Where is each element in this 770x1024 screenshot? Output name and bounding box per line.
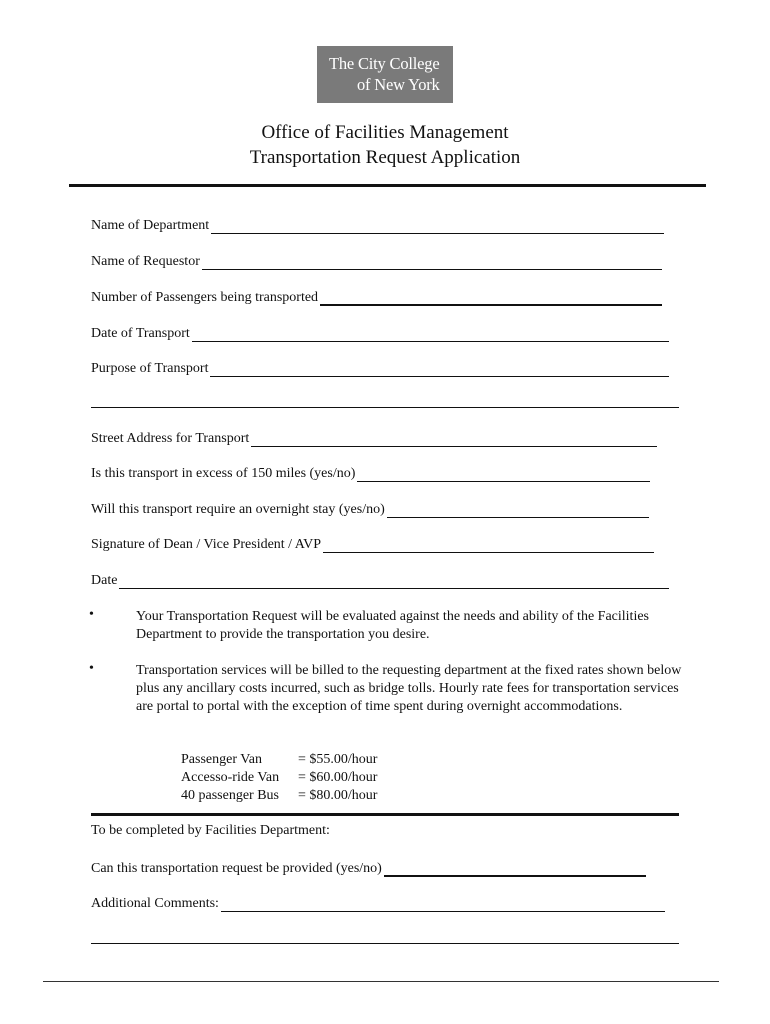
facilities-heading: To be completed by Facilities Department: <box>91 823 330 838</box>
overnight-stay-input-line[interactable] <box>387 503 649 518</box>
passengers-field <box>91 286 662 306</box>
street-address-field <box>91 427 657 447</box>
rate-value: = $80.00/hour <box>298 788 378 803</box>
date-of-transport-field <box>91 322 669 342</box>
department-field <box>91 214 664 234</box>
over-150-miles-field <box>91 462 650 482</box>
date-label: Date <box>91 573 118 588</box>
additional-comments-field <box>91 892 665 912</box>
signature-label: Signature of Dean / Vice President / AVP <box>91 537 322 552</box>
rate-value: = $60.00/hour <box>298 770 378 785</box>
overnight-stay-label: Will this transport require an overnight stay (yes/no) <box>91 502 385 517</box>
passengers-input-line[interactable] <box>320 290 662 306</box>
purpose-continuation-line[interactable] <box>91 407 679 408</box>
office-title: Office of Facilities Management <box>261 122 509 143</box>
rate-vehicle: Accesso-ride Van <box>181 770 280 785</box>
date-field <box>91 569 669 589</box>
comments-continuation-line[interactable] <box>91 943 679 944</box>
logo-line-2: of New York <box>357 75 440 94</box>
rate-vehicle: Passenger Van <box>181 752 263 767</box>
rate-table <box>181 751 377 805</box>
can-provide-field <box>91 857 646 877</box>
signature-input-line[interactable] <box>323 538 654 553</box>
street-address-label: Street Address for Transport <box>91 431 250 446</box>
purpose-input-line[interactable] <box>210 362 669 377</box>
can-provide-input-line[interactable] <box>384 861 646 877</box>
over-150-miles-input-line[interactable] <box>357 467 650 482</box>
signature-field <box>91 533 654 553</box>
purpose-field <box>91 357 669 377</box>
requestor-input-line[interactable] <box>202 255 662 270</box>
form-title: Transportation Request Application <box>249 147 521 168</box>
bullet-2-text: Transportation services will be billed to the requesting department at the fixed rates shown below plus any ancillary costs incurred, such as bridge tolls. Hourly rate fees for transportation services are portal to portal with the exception of time spent during overnight accommodations. <box>136 663 682 714</box>
bullet-1-marker: • <box>89 607 94 622</box>
rate-value: = $55.00/hour <box>298 752 378 767</box>
additional-comments-input-line[interactable] <box>221 897 665 912</box>
overnight-stay-field <box>91 498 649 518</box>
rate-vehicle: 40 passenger Bus <box>181 788 279 803</box>
bullet-2-marker: • <box>89 661 94 676</box>
passengers-label: Number of Passengers being transported <box>91 290 319 305</box>
rate-row <box>181 751 377 769</box>
over-150-miles-label: Is this transport in excess of 150 miles (yes/no) <box>91 466 356 481</box>
street-address-input-line[interactable] <box>251 432 657 447</box>
additional-comments-label: Additional Comments: <box>91 896 219 911</box>
department-label: Name of Department <box>91 218 210 233</box>
requestor-field <box>91 250 662 270</box>
rate-row <box>181 769 377 787</box>
purpose-label: Purpose of Transport <box>91 361 209 376</box>
city-college-logo <box>317 46 453 103</box>
rate-row <box>181 787 377 805</box>
department-input-line[interactable] <box>211 219 664 234</box>
date-of-transport-label: Date of Transport <box>91 326 190 341</box>
can-provide-label: Can this transportation request be provided (yes/no) <box>91 861 382 876</box>
page-bottom-rule <box>43 981 719 982</box>
header-divider <box>69 184 706 187</box>
bullet-1-text: Your Transportation Request will be evaluated against the needs and ability of the Facilities Department to provide the transportation you desire. <box>136 609 649 642</box>
facilities-divider <box>91 813 679 816</box>
date-input-line[interactable] <box>119 574 669 589</box>
requestor-label: Name of Requestor <box>91 254 200 269</box>
date-of-transport-input-line[interactable] <box>192 327 669 342</box>
logo-line-1: The City College <box>329 54 440 73</box>
